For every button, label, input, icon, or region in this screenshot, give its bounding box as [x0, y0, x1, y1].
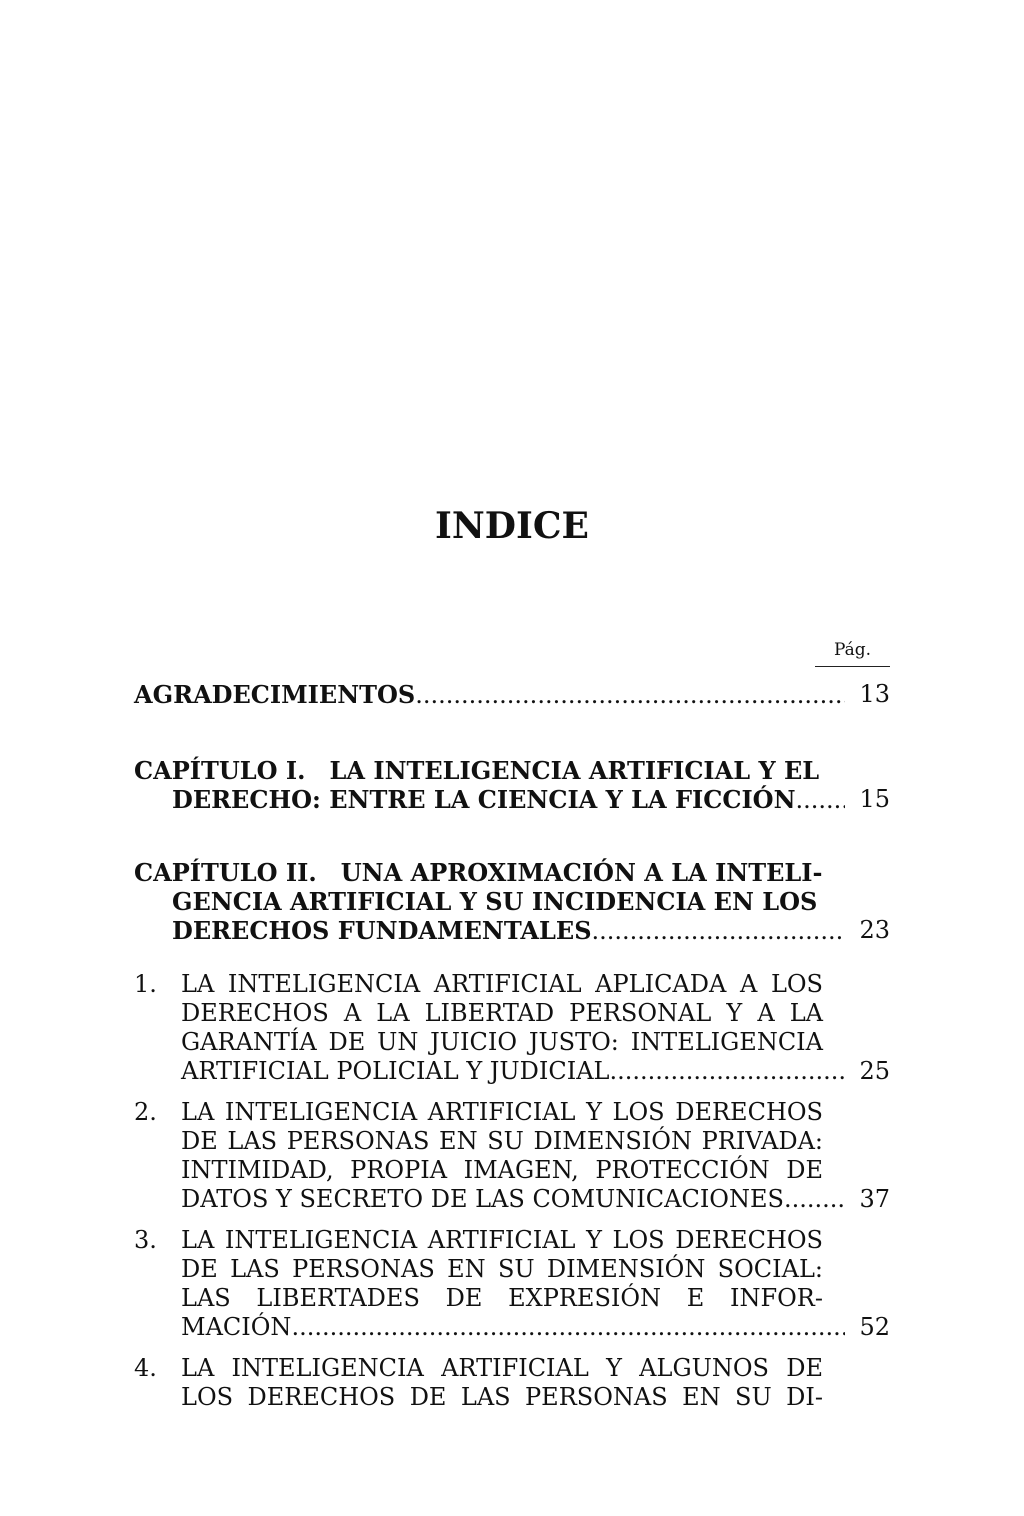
- section-title-line: LOS DERECHOS DE LAS PERSONAS EN SU DI-: [181, 1383, 823, 1411]
- section-title-line: GARANTÍA DE UN JUICIO JUSTO: INTELIGENCIA: [181, 1028, 823, 1056]
- dot-leader: [592, 917, 845, 946]
- dot-leader: [609, 1057, 845, 1086]
- chapter-title-line: GENCIA ARTIFICIAL Y SU INCIDENCIA EN LOS: [172, 887, 818, 916]
- dot-leader: [796, 786, 845, 815]
- section-title-line: LA INTELIGENCIA ARTIFICIAL Y ALGUNOS DE: [181, 1354, 823, 1382]
- section-title-line: DE LAS PERSONAS EN SU DIMENSIÓN SOCIAL:: [181, 1255, 823, 1283]
- toc-entry-label: AGRADECIMIENTOS: [134, 680, 416, 709]
- page-number: 23: [859, 916, 890, 944]
- chapter-title-line: DERECHOS FUNDAMENTALES: [172, 916, 592, 945]
- section-title-line: LAS LIBERTADES DE EXPRESIÓN E INFOR-: [181, 1284, 823, 1312]
- page-number: 37: [859, 1185, 890, 1213]
- section-title-line: DATOS Y SECRETO DE LAS COMUNICACIONES: [181, 1185, 784, 1213]
- toc-entry-capitulo-2[interactable]: [134, 858, 890, 946]
- page-number: 13: [859, 680, 890, 708]
- section-number: 1.: [134, 970, 157, 998]
- dot-leader: [784, 1185, 845, 1214]
- toc-entry-section-2[interactable]: [134, 1098, 890, 1214]
- dot-leader: [291, 1313, 845, 1342]
- page-number: 15: [859, 785, 890, 813]
- toc-entry-section-3[interactable]: [134, 1226, 890, 1342]
- toc-entry-capitulo-1[interactable]: [134, 756, 890, 815]
- section-title-line: LA INTELIGENCIA ARTIFICIAL Y LOS DERECHOS: [181, 1226, 823, 1254]
- dot-leader: [415, 681, 845, 710]
- page-number: 52: [859, 1313, 890, 1341]
- chapter-number: CAPÍTULO I.: [134, 756, 306, 785]
- chapter-number: CAPÍTULO II.: [134, 858, 317, 887]
- section-title-line: MACIÓN: [181, 1313, 292, 1341]
- section-number: 3.: [134, 1226, 157, 1254]
- pag-column-label: Pág.: [815, 640, 890, 667]
- page-title: INDICE: [435, 505, 589, 547]
- toc-entry-section-4[interactable]: [134, 1354, 890, 1412]
- section-number: 4.: [134, 1354, 157, 1382]
- section-number: 2.: [134, 1098, 157, 1126]
- section-title-line: DE LAS PERSONAS EN SU DIMENSIÓN PRIVADA:: [181, 1127, 823, 1155]
- toc-entry-section-1[interactable]: [134, 970, 890, 1086]
- section-title-line: LA INTELIGENCIA ARTIFICIAL Y LOS DERECHOS: [181, 1098, 823, 1126]
- section-title-line: DERECHOS A LA LIBERTAD PERSONAL Y A LA: [181, 999, 823, 1027]
- section-title-line: INTIMIDAD, PROPIA IMAGEN, PROTECCIÓN DE: [181, 1156, 823, 1184]
- section-title-line: LA INTELIGENCIA ARTIFICIAL APLICADA A LOS: [181, 970, 823, 998]
- chapter-title-line: LA INTELIGENCIA ARTIFICIAL Y EL: [329, 756, 820, 785]
- chapter-title-line: UNA APROXIMACIÓN A LA INTELI-: [340, 858, 823, 887]
- page-number: 25: [859, 1057, 890, 1085]
- section-title-line: ARTIFICIAL POLICIAL Y JUDICIAL: [181, 1057, 610, 1085]
- chapter-title-line: DERECHO: ENTRE LA CIENCIA Y LA FICCIÓN: [172, 785, 796, 814]
- toc-entry-agradecimientos[interactable]: [134, 680, 890, 710]
